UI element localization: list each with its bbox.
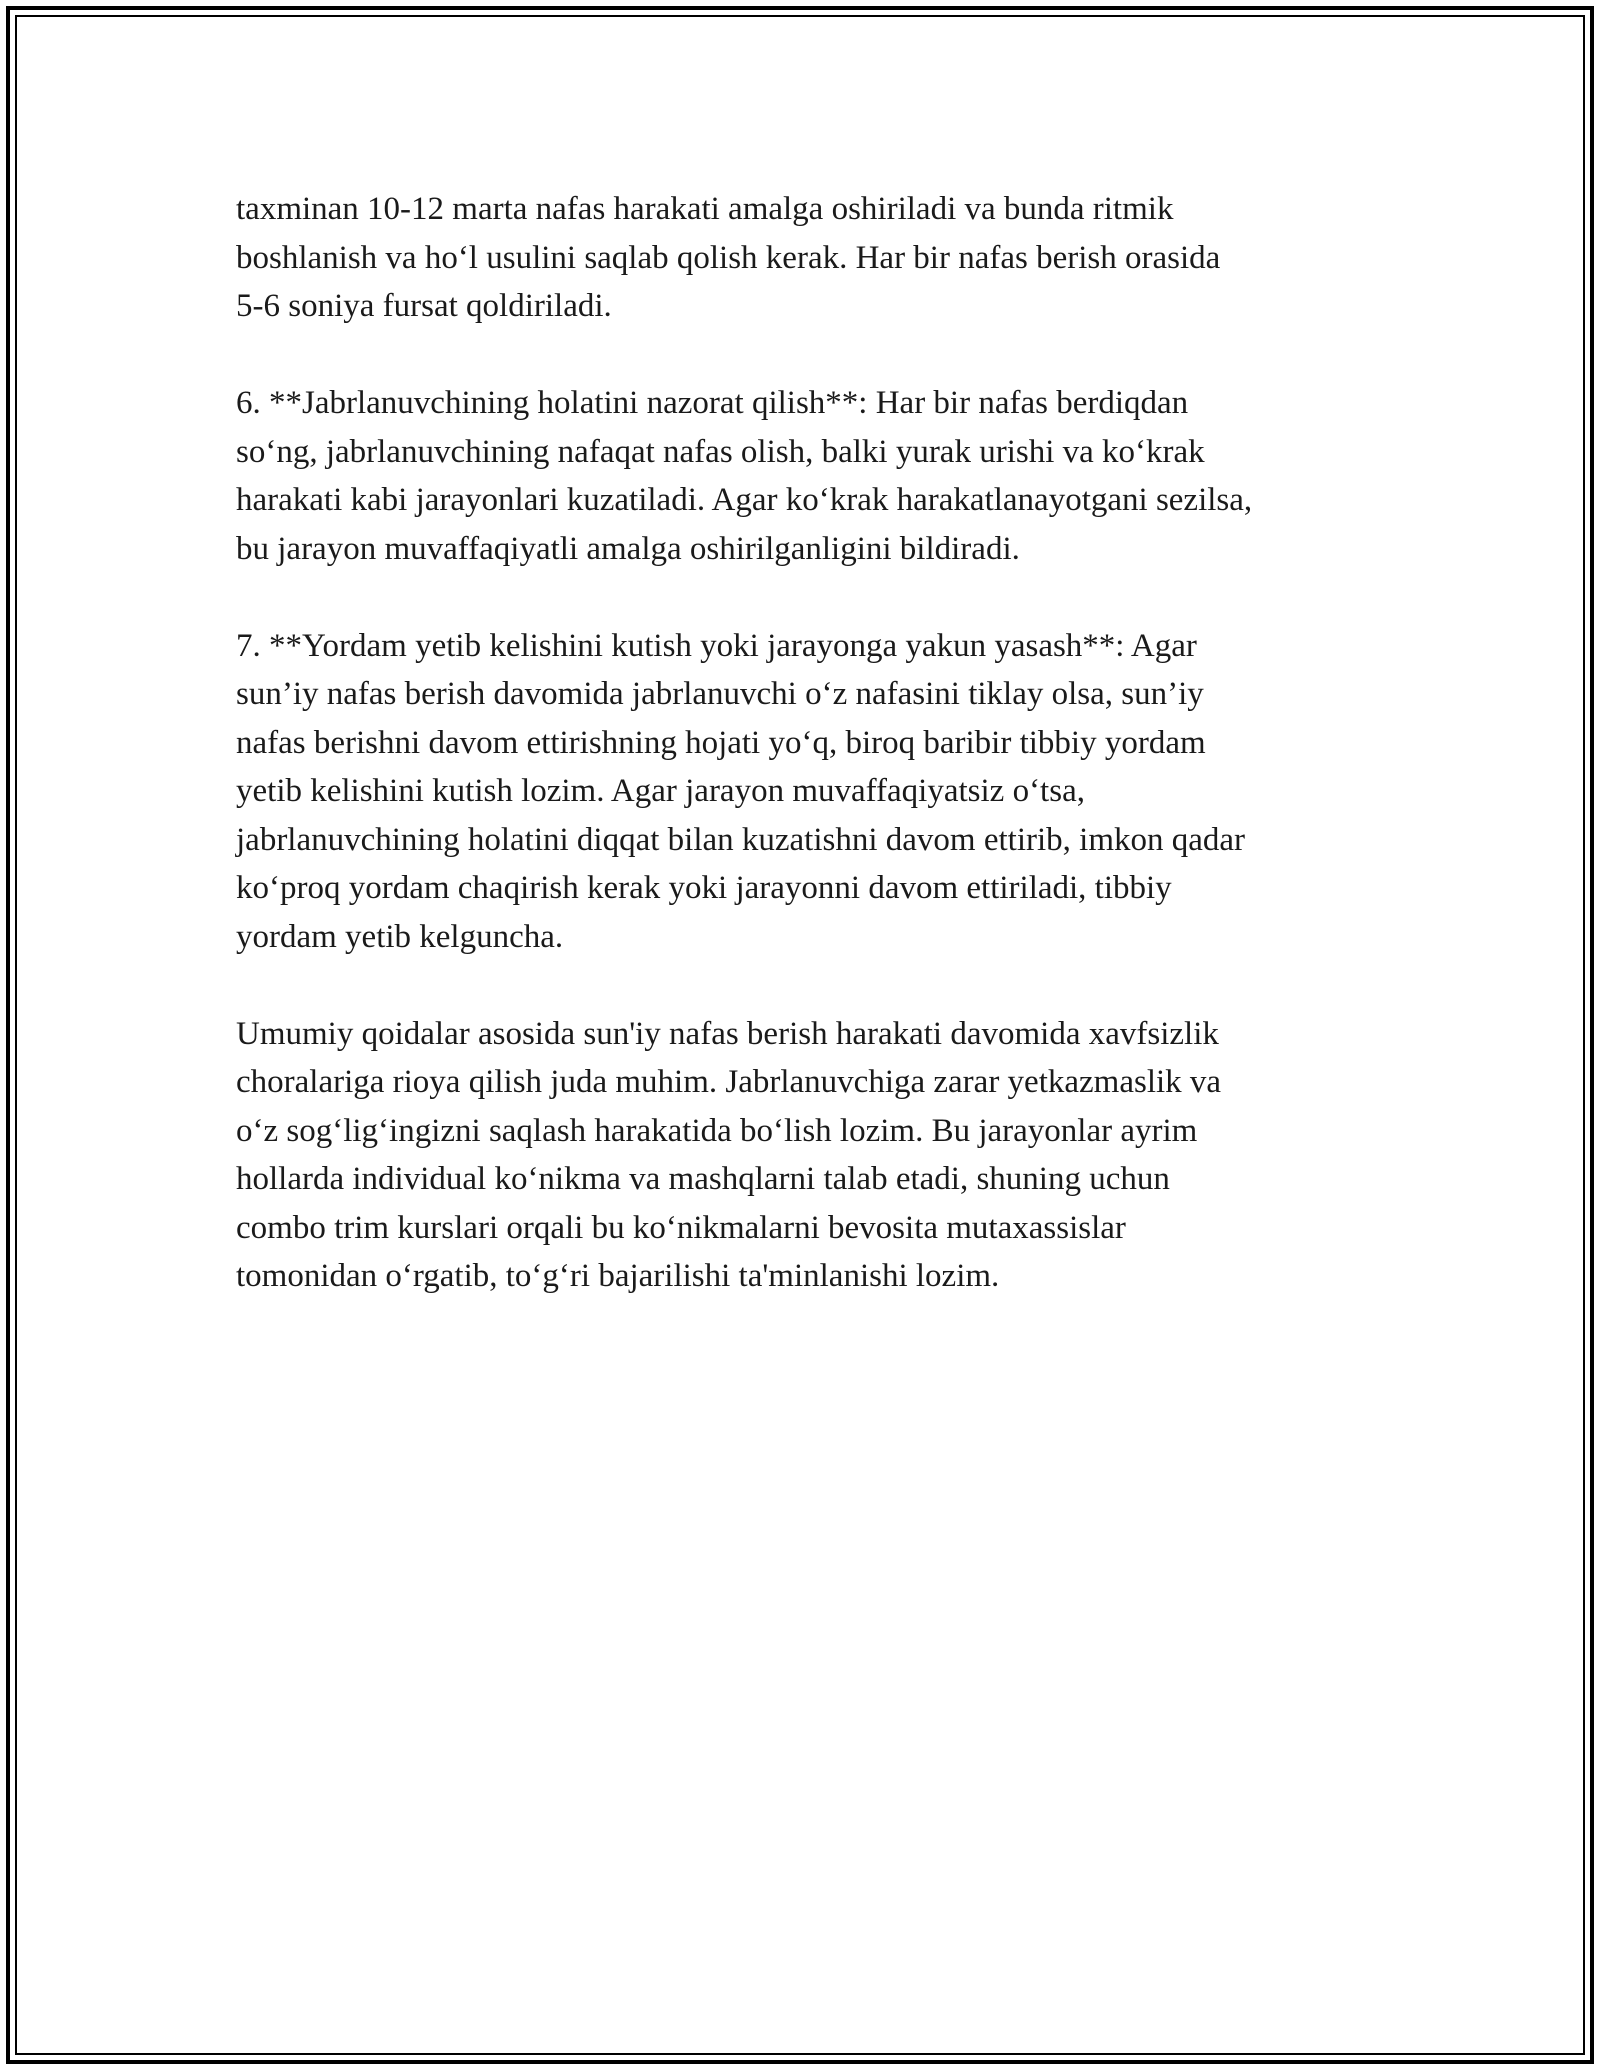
text-line: so‘ng, jabrlanuvchining nafaqat nafas olish, balki yurak urishi va ko‘krak	[236, 433, 1205, 470]
text-line: jabrlanuvchining holatini diqqat bilan kuzatishni davom ettirib, imkon qadar	[236, 821, 1246, 858]
text-line: bu jarayon muvaffaqiyatli amalga oshirilganligini bildiradi.	[236, 530, 1020, 567]
paragraph-general-rules	[236, 1010, 1386, 1301]
text-line: 7. **Yordam yetib kelishini kutish yoki jarayonga yakun yasash**: Agar	[236, 627, 1197, 664]
text-line: nafas berishni davom ettirishning hojati yo‘q, biroq baribir tibbiy yordam	[236, 724, 1206, 761]
text-line: Umumiy qoidalar asosida sun'iy nafas berish harakati davomida xavfsizlik	[236, 1015, 1219, 1052]
text-line: o‘z sog‘lig‘ingizni saqlash harakatida bo‘lish lozim. Bu jarayonlar ayrim	[236, 1112, 1198, 1149]
paragraph-step-6	[236, 379, 1386, 573]
text-line: hollarda individual ko‘nikma va mashqlarni talab etadi, shuning uchun	[236, 1161, 1170, 1197]
text-line: taxminan 10-12 marta nafas harakati amalga oshiriladi va bunda ritmik	[236, 191, 1174, 227]
text-line: tomonidan o‘rgatib, to‘g‘ri bajarilishi ta'minlanishi lozim.	[236, 1258, 1000, 1294]
text-line: ko‘proq yordam chaqirish kerak yoki jarayonni davom ettiriladi, tibbiy	[236, 870, 1172, 906]
text-line: yordam yetib kelguncha.	[236, 918, 564, 955]
text-line: combo trim kurslari orqali bu ko‘nikmalarni bevosita mutaxassislar	[236, 1209, 1126, 1246]
text-line: 6. **Jabrlanuvchining holatini nazorat qilish**: Har bir nafas berdiqdan	[236, 385, 1189, 421]
text-line: 5-6 soniya fursat qoldiriladi.	[236, 288, 612, 324]
text-line: choralariga rioya qilish juda muhim. Jabrlanuvchiga zarar yetkazmaslik va	[236, 1064, 1222, 1100]
text-line: boshlanish va ho‘l usulini saqlab qolish kerak. Har bir nafas berish orasida	[236, 239, 1221, 276]
document-body	[236, 185, 1386, 1349]
text-line: harakati kabi jarayonlari kuzatiladi. Agar ko‘krak harakatlanayotgani sezilsa,	[236, 482, 1253, 518]
paragraph-breathing-rhythm	[236, 185, 1386, 331]
text-line: sun’iy nafas berish davomida jabrlanuvchi o‘z nafasini tiklay olsa, sun’iy	[236, 676, 1204, 712]
text-line: yetib kelishini kutish lozim. Agar jarayon muvaffaqiyatsiz o‘tsa,	[236, 773, 1085, 809]
paragraph-step-7	[236, 622, 1386, 962]
